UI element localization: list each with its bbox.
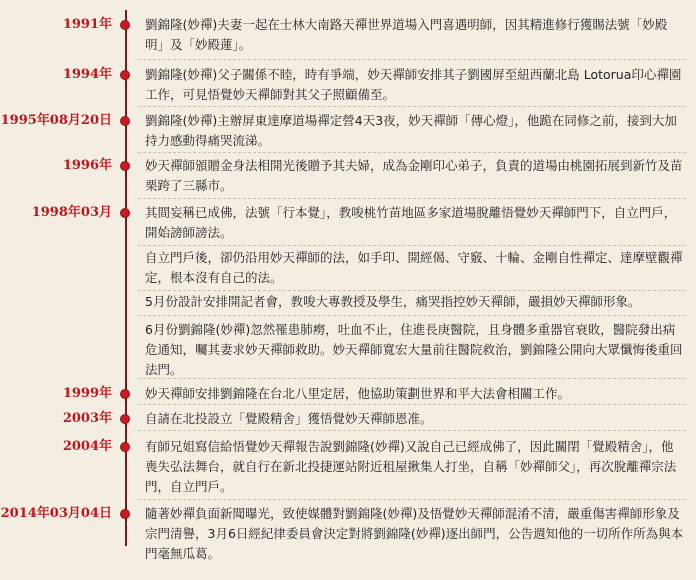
- divider: [138, 245, 686, 246]
- divider: [138, 198, 686, 199]
- entry-text: 妙天禪師安排劉錦隆在台北八里定居，他協助策劃世界和平大法會相關工作。: [145, 386, 571, 401]
- entry-date: 2004年: [62, 439, 112, 454]
- entry-text: 劉錦隆(妙禪)父子關係不睦，時有爭端，妙天禪師安排其子劉國屏至紐西蘭北島 Lotorua印心禪園工作，可見悟覺妙天禪師對其父子照顧備至。: [145, 67, 682, 102]
- entry-date: 1998年03月: [31, 205, 112, 220]
- timeline-dot: [120, 442, 130, 452]
- entry-text: 自請在北投設立「覺殿精舍」獲悟覺妙天禪師恩准。: [145, 411, 433, 426]
- timeline-dot: [120, 161, 130, 171]
- entry-date: 1996年: [62, 158, 112, 173]
- entry-date: 1994年: [62, 67, 112, 82]
- timeline-dot: [120, 509, 130, 519]
- divider: [138, 59, 686, 60]
- entry-date: 1999年: [62, 386, 112, 401]
- entry-date: 1995年08月20日: [0, 113, 112, 128]
- entry-text: 妙天禪師頒贈金身法相開光後贈予其夫婦，成為金剛印心弟子，負責的道場由桃園拓展到新竹及苗栗跨了三縣市。: [145, 158, 683, 193]
- timeline-dot: [120, 20, 130, 30]
- timeline-dot: [120, 70, 130, 80]
- timeline-dot: [120, 389, 130, 399]
- entry-date: 1991年: [62, 17, 112, 32]
- timeline-dot: [120, 208, 130, 218]
- entry-text: 劉錦隆(妙禪)夫妻一起在士林大南路天禪世界道場入門喜遇明師，因其精進修行獲賜法號「妙殿明」及「妙殿蓮」。: [145, 17, 668, 52]
- divider: [138, 378, 686, 379]
- divider: [138, 106, 686, 107]
- timeline-dot: [120, 116, 130, 126]
- entry-date: 2014年03月04日: [0, 506, 112, 521]
- entry-text: 其間妄稱已成佛，法號「行本覺」，教唆桃竹苗地區多家道場脫離悟覺妙天禪師門下，自立門戶，開始謗師謗法。: [145, 205, 677, 240]
- entry-text: 自立門戶後，卻仍沿用妙天禪師的法，如手印、開經偈、守竅、十輪、金剛自性禪定、達摩壁觀禪定，根本沒有自己的法。: [145, 250, 683, 285]
- entry-text: 6月份劉錦隆(妙禪)忽然罹患肺癆，吐血不止，住進長庚醫院，且身體多重器官衰敗，醫院發出病危通知，囑其妻求妙天禪師救助。妙天禪師寬宏大量前往醫院救治，劉錦隆公開向大眾懺悔後重回法門。: [145, 322, 683, 377]
- divider: [138, 430, 686, 431]
- entry-text: 有師兄姐寫信給悟覺妙天禪報告說劉錦隆(妙禪)又說自己已經成佛了，因此關閉「覺殿精舍」，他喪失弘法舞台，就自行在新北投捷運站附近租屋揪集人打坐，自稱「妙禪師父」，再次脫離禪宗法門，自立門戶。: [145, 439, 677, 494]
- divider: [138, 315, 686, 316]
- entry-date: 2003年: [62, 411, 112, 426]
- timeline-line: [125, 10, 127, 546]
- entry-text: 隨著妙禪負面新聞曝光，致使媒體對劉錦隆(妙禪)及悟覺妙天禪師混淆不清，嚴重傷害禪師形象及宗門清譽，3月6日經紀律委員會決定對將劉錦隆(妙禪)逐出師門，公告週知他的一切所作所為與本門毫無瓜葛。: [145, 506, 684, 561]
- divider: [138, 499, 686, 500]
- divider: [138, 404, 686, 405]
- divider: [138, 290, 686, 291]
- timeline-dot: [120, 414, 130, 424]
- entry-text: 劉錦隆(妙禪)主辦屏東達摩道場禪定營4天3夜，妙天禪師「傳心燈」，他跪在同修之前，接到大加持力感動得痛哭流涕。: [145, 113, 677, 148]
- divider: [138, 152, 686, 153]
- entry-text: 5月份設計安排開記者會，教唆大專教授及學生，痛哭指控妙天禪師，嚴損妙天禪師形象。: [145, 294, 641, 309]
